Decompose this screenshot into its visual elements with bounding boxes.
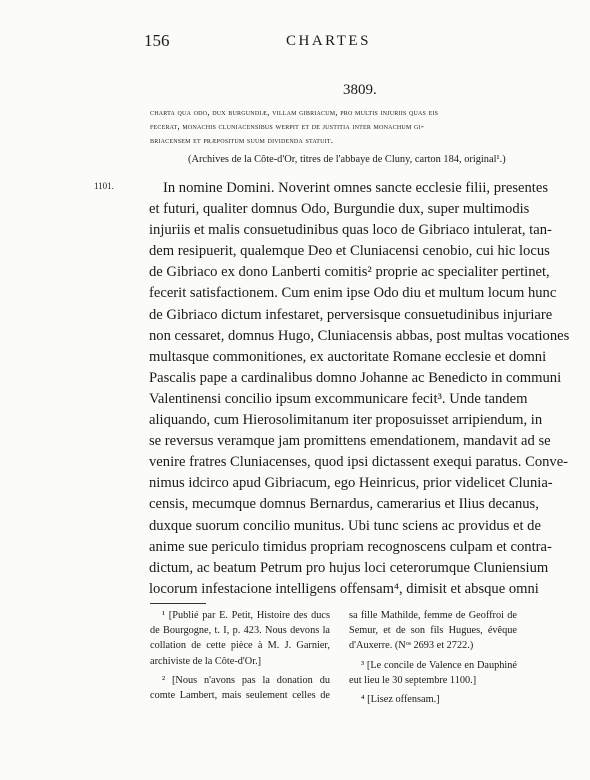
text-line: multasque commonitiones, ex auctoritate Romane ecclesie et domni — [149, 348, 547, 365]
footnote-rule — [150, 603, 206, 604]
footnotes-right — [349, 608, 517, 707]
text-line: anime sue periculo timidus propriam recognoscens culpam et contra- — [149, 538, 552, 555]
footnote-4: ⁴ [Lisez offensam.] — [361, 694, 440, 706]
running-head: CHARTES — [286, 33, 371, 49]
text-line: In nomine Domini. Noverint omnes sancte ecclesie filii, presentes — [163, 180, 549, 196]
text-line: Pascalis pape a cardinalibus domno Johanne ac Benedicto in communi — [149, 369, 562, 386]
text-line: duxque suorum concilio munitus. Ubi tunc sciens ac providus et de — [149, 517, 541, 534]
footnote-2-continuation: d'Auxerre. (Nᵒˢ 2693 et 2722.) — [349, 640, 474, 652]
text-line: de Gibriaco dictum infestaret, perversisque consuetudinibus injuriare — [149, 306, 553, 323]
text-line: et futuri, qualiter domnus Odo, Burgundie dux, super multimodis — [149, 201, 530, 218]
footnote-1-line: ¹ [Publié par E. Petit, Histoire des ducs — [162, 610, 330, 621]
text-line: fecerit satisfactionem. Cum enim ipse Odo diu et multum locum hunc — [149, 285, 557, 302]
text-line: se reversus veramque jam promittens emendationem, mandavit ad se — [149, 433, 551, 450]
text-line: dictum, ac beatum Petrum pro hujus loci ceterorumque Cluniensium — [149, 559, 549, 576]
margin-year: 1101. — [94, 181, 114, 191]
title-line: briacensem et præpositum suum dividenda statuit. — [150, 135, 334, 145]
footnote-3-line: ³ [Le concile de Valence en Dauphiné — [361, 659, 517, 671]
charter-number: 3809. — [343, 82, 377, 98]
footnote-2-line: ² [Nous n'avons pas la donation du — [162, 674, 330, 686]
footnote-2-continuation: sa fille Mathilde, femme de Geoffroi de — [349, 610, 517, 621]
footnotes-left — [150, 608, 330, 703]
text-line: nimus idcirco apud Gibriacum, ego Heinricus, prior videlicet Clunia- — [149, 475, 553, 492]
footnote-3-line: eut lieu le 30 septembre 1100.] — [349, 674, 477, 686]
charter-title — [150, 105, 515, 147]
text-line: locorum infestacione intelligens offensam⁴, dimisit et absque omni — [149, 580, 539, 597]
text-line: injuriis et malis consuetudinibus quas loco de Gibriaco intulerat, tan- — [149, 222, 552, 239]
footnote-1-line: archiviste de la Côte-d'Or.] — [150, 655, 262, 667]
charter-text — [149, 178, 570, 600]
footnote-1-line: collation de cette pièce à M. J. Garnier, — [150, 640, 330, 652]
footnote-2-line: comte Lambert, mais seulement celles de — [150, 690, 330, 702]
text-line: Valentinensi concilio ipsum excommunicare fecit³. Unde tandem — [149, 390, 528, 407]
text-line: de Gibriaco ex dono Lanberti comitis² proprie ac specialiter pertinet, — [149, 264, 550, 281]
footnote-1-line: de Bourgogne, t. I, p. 423. Nous devons la — [150, 625, 330, 637]
page-number: 156 — [144, 31, 170, 50]
text-line: dem resipuerit, qualemque Deo et Cluniacensi cenobio, cui hic locus — [149, 243, 550, 260]
text-line: censis, mecumque domnus Bernardus, camerarius et Ilius decanus, — [149, 496, 539, 513]
title-line: charta qua odo, dux burgundiæ, villam gibriacum, pro multis injuriis quas eis — [150, 107, 439, 117]
footnote-2-continuation: Semur, et de son fils Hugues, évêque — [349, 625, 517, 637]
source-citation: (Archives de la Côte-d'Or, titres de l'abbaye de Cluny, carton 184, original¹.) — [188, 154, 506, 165]
title-line: fecerat, monachis cluniacensibus werpit et de justitia inter monachum gi- — [150, 121, 424, 131]
text-line: aliquando, cum Hierosolimitanum iter proposuisset arripiendum, in — [149, 412, 543, 429]
text-line: venire fratres Cluniacenses, quod ipsi dictassent exequi paratus. Conve- — [149, 454, 569, 471]
text-line: non cessaret, domnus Hugo, Cluniacensis abbas, post multas vocationes — [149, 327, 570, 344]
